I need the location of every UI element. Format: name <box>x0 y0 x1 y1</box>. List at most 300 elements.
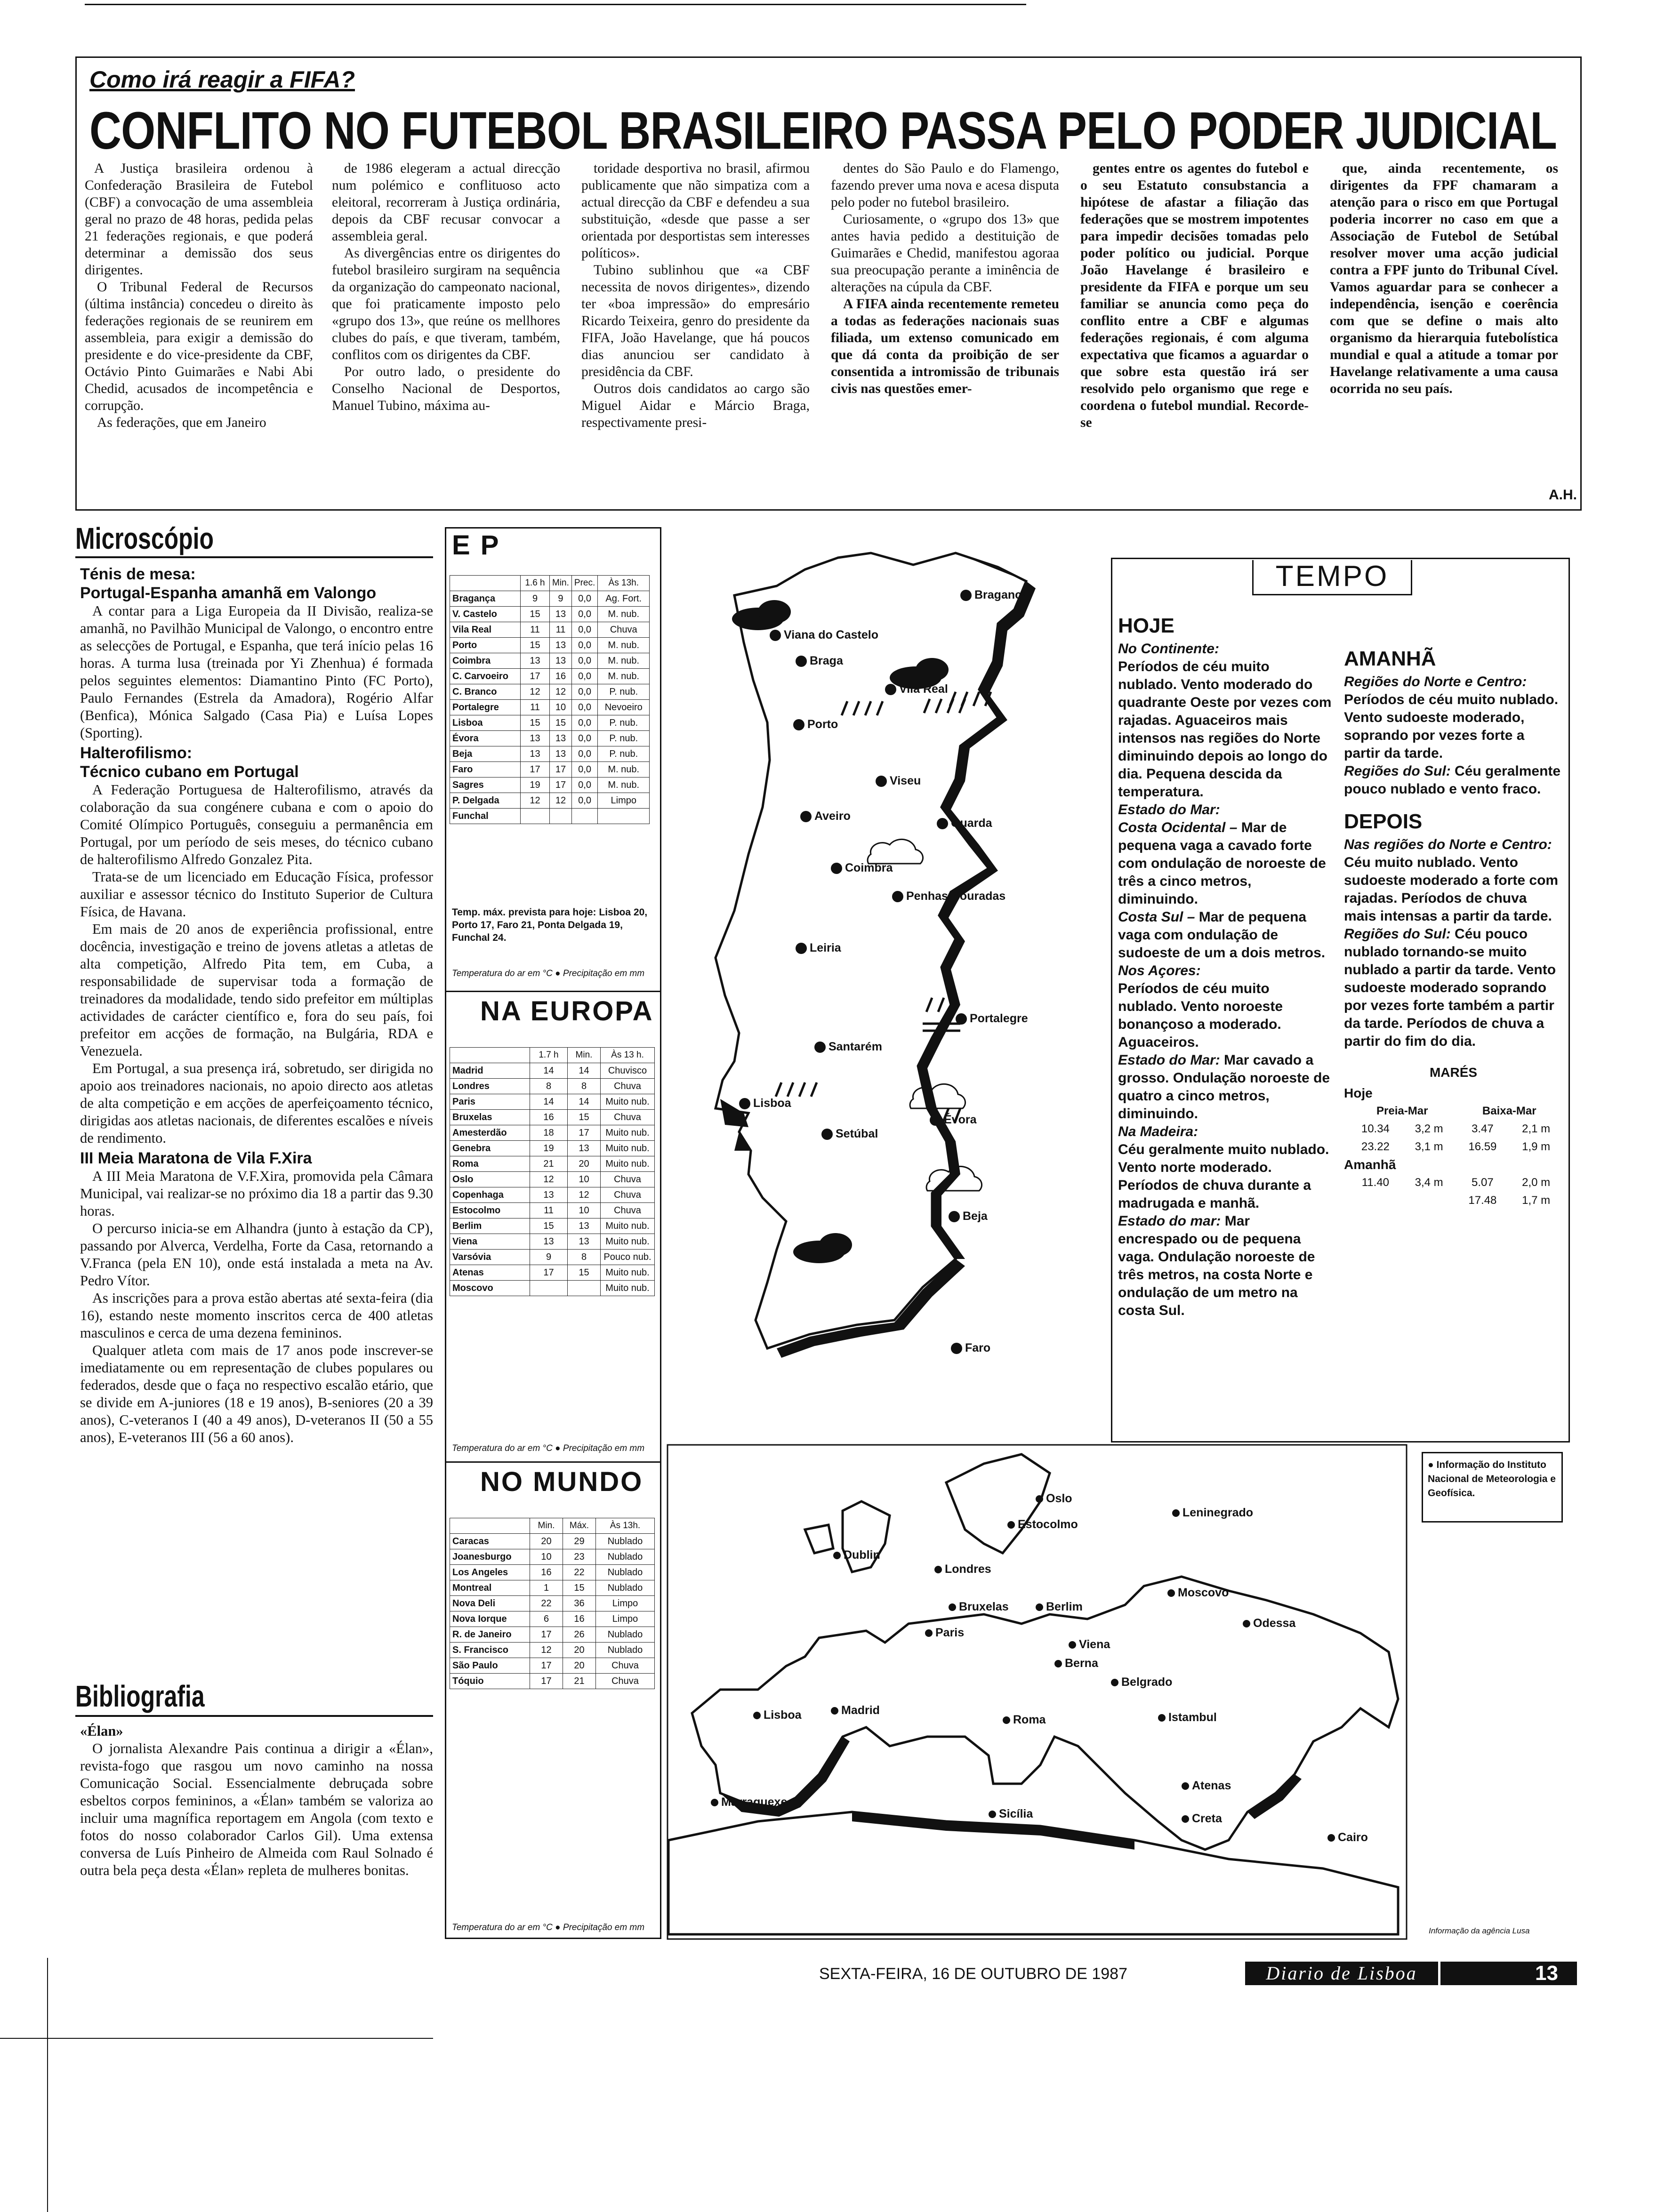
mundo-box-title: NO MUNDO <box>480 1467 643 1497</box>
portugal_box-row <box>450 669 650 684</box>
portugal_box-header-cell: Às 13h. <box>598 576 650 591</box>
mundo_box-cell: S. Francisco <box>450 1643 530 1658</box>
mares-cell <box>1402 1192 1456 1210</box>
portugal_box-cell: 0,0 <box>571 638 597 653</box>
s3-p1: A III Meia Maratona de V.F.Xira, promovida pela Câmara Municipal, vai realizar-se no próximo dia 18 a partir das 9.30 horas. <box>80 1168 433 1219</box>
europa_box-cell: Atenas <box>450 1265 530 1281</box>
europa_box-cell: 13 <box>530 1187 568 1203</box>
city-dot-icon <box>1167 1589 1175 1597</box>
mundo_box-cell: Tóquio <box>450 1674 530 1689</box>
europe-city-label: Bruxelas <box>959 1600 1009 1613</box>
europa-box-title: NA EUROPA <box>480 996 654 1026</box>
s2-p1: A Federação Portuguesa de Halterofilismo, através da colaboração da sua congénere cubana e com o apoio do Comité Olímpico Português, conseguiu a permanência em Portugal, por um período de seis meses, do técnico cubano de halterofilismo Alfredo Gonzalez Pita. <box>80 782 433 867</box>
portugal_box-cell <box>598 809 650 824</box>
portugal_box-cell: 11 <box>550 622 572 638</box>
europa_box-cell: 8 <box>568 1250 601 1265</box>
portugal_box-table <box>450 575 650 824</box>
bibliografia-rule <box>75 1715 433 1717</box>
portugal_box-cell: Sagres <box>450 777 521 793</box>
microscopio-body <box>80 565 433 1446</box>
city-dot-icon <box>937 818 948 829</box>
europa_box-cell: Muito nub. <box>601 1265 655 1281</box>
article-paragraph: O Tribunal Federal de Recursos (última instância) concedeu o direito às federações regionais de se reunirem em assembleia, para exigir a demissão do presidente e do vice-presidente da CBF, Octávio Pinto Guimarães e Nabi Abi Chedid, acusados de incompetência e corrupção. <box>85 280 313 413</box>
mundo_box-cell: 6 <box>530 1611 563 1627</box>
city-dot-icon <box>753 1712 761 1719</box>
portugal_box-cell: 0,0 <box>571 762 597 777</box>
europe-city-label: Marraquexe <box>721 1795 788 1809</box>
europe-city-label: Oslo <box>1046 1492 1072 1505</box>
map-city <box>821 1127 878 1141</box>
europa-note: Temperatura do ar em °C ● Precipitação em mm <box>452 1443 645 1453</box>
article-column <box>1080 160 1309 431</box>
city-dot-icon <box>1172 1509 1180 1517</box>
map-city-label: Coimbra <box>845 861 893 874</box>
mares-row <box>1349 1174 1563 1192</box>
mundo_box-cell: 22 <box>563 1565 596 1580</box>
portugal_box-cell: M. nub. <box>598 607 650 622</box>
portugal_box-cell: M. nub. <box>598 777 650 793</box>
mundo_box-row <box>450 1580 655 1596</box>
depois-heading: DEPOIS <box>1344 810 1423 833</box>
europa_box-cell: 14 <box>530 1063 568 1079</box>
article-paragraph: A FIFA ainda recentemente remeteu a todas as federações nacionais suas filiada, um extenso comunicado em que dá conta da proibição de ser consentida a intromissão de tribunais civis nas questões emer- <box>831 297 1059 396</box>
portugal_box-cell: 19 <box>521 777 550 793</box>
portugal_box-cell: Vila Real <box>450 622 521 638</box>
madeira-mar-label: Estado do mar: <box>1118 1213 1221 1229</box>
europa_box-cell <box>568 1281 601 1296</box>
portugal_box-header-cell: Prec. <box>571 576 597 591</box>
mundo_box-cell: Los Angeles <box>450 1565 530 1580</box>
europa_box-cell: 15 <box>568 1265 601 1281</box>
norte-centro-label: Regiões do Norte e Centro: <box>1344 674 1527 689</box>
europa_box-cell: 10 <box>568 1203 601 1218</box>
portugal_box-cell: Faro <box>450 762 521 777</box>
europa_box-cell: Chuva <box>601 1203 655 1218</box>
map-city-label: Lisboa <box>753 1097 791 1110</box>
portugal_box-cell: M. nub. <box>598 638 650 653</box>
portugal_box-cell: 0,0 <box>571 684 597 700</box>
mundo_box-header-cell: Min. <box>530 1518 563 1534</box>
portugal_box-cell: 0,0 <box>571 700 597 715</box>
portugal_box-cell <box>550 809 572 824</box>
acores-mar-text: Mar cavado a grosso. Ondulação noroeste de quatro a cinco metros, diminuindo. <box>1118 1052 1330 1122</box>
portugal_box-cell: P. nub. <box>598 746 650 762</box>
city-dot-icon <box>960 590 972 601</box>
europe-city-label: Moscovo <box>1178 1586 1229 1599</box>
tempo-col1 <box>1118 612 1332 1320</box>
continente-heading: No Continente: <box>1118 641 1219 657</box>
costa-oc-label: Costa Ocidental – <box>1118 820 1238 835</box>
portugal_box-cell: 12 <box>521 684 550 700</box>
europe-city-label: Cairo <box>1338 1831 1368 1844</box>
norte-centro-text: Períodos de céu muito nublado. Vento sudoeste moderado, soprando por vezes forte a partir da tarde. <box>1344 692 1559 761</box>
europa_box-cell: 14 <box>568 1063 601 1079</box>
europe-city-label: Odessa <box>1253 1617 1296 1630</box>
europa_box-cell: 16 <box>530 1110 568 1125</box>
europa_box-cell: 17 <box>568 1125 601 1141</box>
portugal_box-cell: 0,0 <box>571 746 597 762</box>
europe-map-city <box>989 1807 1033 1821</box>
mundo_box-cell: 20 <box>530 1534 563 1549</box>
europa_box-row <box>450 1187 655 1203</box>
portugal-note: Temperatura do ar em °C ● Precipitação em mm <box>452 969 645 978</box>
mundo_box-cell: 29 <box>563 1534 596 1549</box>
mundo_box-cell: Nublado <box>596 1627 655 1643</box>
s3-p4: Qualquer atleta com mais de 17 anos pode inscrever-se imediatamente ou em representação de clubes populares ou federados, desde que o faça no respectivo escalão etário, que se divide em A-juniores (18 e 19 anos), B-seniores (20 a 39 anos), C-veteranos I (40 a 49 anos), D-veteranos II (50 a 55 anos), E-veteranos III (56 a 60 anos). <box>80 1342 433 1445</box>
s3-p2: O percurso inicia-se em Alhandra (junto à estação da CP), passando por Alverca, Verdelha, Forte da Casa, retornando a V.Franca (pela EN 10), onde está instalada a meta na Av. Pedro Vítor. <box>80 1220 433 1289</box>
europa_box-row <box>450 1141 655 1156</box>
europa_box-cell: Pouco nub. <box>601 1250 655 1265</box>
europa_box-cell: 11 <box>530 1203 568 1218</box>
portugal_box-cell: 0,0 <box>571 607 597 622</box>
portugal_box-row <box>450 638 650 653</box>
article-headline: CONFLITO NO FUTEBOL BRASILEIRO PASSA PELO PODER JUDICIAL <box>89 101 1557 160</box>
europe-map-city <box>1069 1638 1110 1651</box>
europe-map-city <box>753 1708 802 1722</box>
portugal_box-cell: 12 <box>550 793 572 809</box>
europa_box-cell: Madrid <box>450 1063 530 1079</box>
city-dot-icon <box>951 1343 962 1354</box>
mundo_box-row <box>450 1627 655 1643</box>
europe-map-city <box>1172 1506 1253 1520</box>
portugal_box-cell: M. nub. <box>598 669 650 684</box>
mares-preia: Preia-Mar <box>1376 1105 1428 1117</box>
mares-cell: 10.34 <box>1361 1122 1390 1135</box>
portugal_box-cell: Limpo <box>598 793 650 809</box>
map-city-label: Faro <box>965 1341 991 1354</box>
ireland-outline <box>805 1525 833 1553</box>
costa-sul-text: Mar de pequena vaga com ondulação de sudoeste de um a dois metros. <box>1118 909 1326 961</box>
cloud-icon <box>819 1233 852 1257</box>
europa_box-cell: Muito nub. <box>601 1234 655 1250</box>
portugal_box-cell: 0,0 <box>571 777 597 793</box>
mares-cell: 3,1 m <box>1415 1140 1443 1153</box>
city-dot-icon <box>892 891 903 902</box>
portugal_box-row <box>450 746 650 762</box>
mares-cell: 2,1 m <box>1522 1122 1551 1135</box>
map-city-label: Aveiro <box>814 809 851 823</box>
cloud-icon <box>758 600 791 624</box>
portugal_box-row <box>450 715 650 731</box>
portugal_box-cell: 13 <box>550 746 572 762</box>
article-paragraph: Outros dois candidatos ao cargo são Miguel Aidar e Márcio Braga, respectivamente presi- <box>581 381 810 430</box>
mundo_box-row <box>450 1674 655 1689</box>
crop-mark-h <box>0 2038 433 2039</box>
europa_box-cell: Estocolmo <box>450 1203 530 1218</box>
mundo_box-table <box>450 1518 655 1689</box>
city-dot-icon <box>1036 1603 1043 1611</box>
map-city-label: Leiria <box>810 941 841 954</box>
portugal_box-cell: C. Carvoeiro <box>450 669 521 684</box>
europa_box-cell: 14 <box>530 1094 568 1110</box>
map-city-label: Bragança <box>974 588 1028 601</box>
europe-map-city <box>1243 1617 1295 1630</box>
bibliografia-body <box>80 1723 433 1879</box>
europe-map-city <box>711 1795 787 1809</box>
map-city <box>770 628 878 642</box>
europa_box-cell: 14 <box>568 1094 601 1110</box>
portugal_box-cell: 15 <box>521 715 550 731</box>
portugal_box-header-cell <box>450 576 521 591</box>
europa_box-row <box>450 1265 655 1281</box>
europa_box-cell: 19 <box>530 1141 568 1156</box>
europe-city-label: Belgrado <box>1121 1675 1173 1689</box>
europe-map-city <box>1158 1711 1217 1724</box>
madeira-heading: Na Madeira: <box>1118 1124 1199 1139</box>
map-city <box>793 718 838 731</box>
europe-city-label: Berlim <box>1046 1600 1083 1613</box>
europa_box-row <box>450 1281 655 1296</box>
mundo_box-cell: Nublado <box>596 1549 655 1565</box>
portugal_box-cell: 0,0 <box>571 622 597 638</box>
europa_box-header-cell <box>450 1048 530 1063</box>
europa_box-cell: Londres <box>450 1079 530 1094</box>
portugal-box-title: E P <box>452 530 500 561</box>
mares-headers <box>1349 1102 1563 1120</box>
article-paragraph: Por outro lado, o presidente do Conselho Nacional de Desportos, Manuel Tubino, máxima au- <box>332 364 560 413</box>
europa_box-row <box>450 1156 655 1172</box>
mundo_box-cell: 16 <box>530 1565 563 1580</box>
portugal_box-cell: 12 <box>550 684 572 700</box>
portugal_box-cell: P. nub. <box>598 731 650 746</box>
s2-p3: Em mais de 20 anos de experiência profissional, entre docência, investigação e treino de jovens atletas a atletas de alta competição, Alfredo Pita tem, em Cuba, a responsabilidade de supervisar toda a formação de treinadores da modalidade, tendo sido prefeitor em múltiplas actividades de carácter científico e, fora do seu país, foi prefeitor em acções de formação, na Bulgária, RDA e Venezuela. <box>80 921 433 1059</box>
europe-map-city <box>934 1563 991 1576</box>
hoje-heading: HOJE <box>1118 614 1174 637</box>
mundo_box-cell: Nublado <box>596 1643 655 1658</box>
city-dot-icon <box>989 1811 996 1818</box>
map-city <box>949 1210 988 1223</box>
europe-city-label: Madrid <box>841 1704 880 1717</box>
portugal_box-cell: Coimbra <box>450 653 521 669</box>
europa_box-cell: 8 <box>530 1079 568 1094</box>
portugal_box-cell: 0,0 <box>571 669 597 684</box>
map-city-label: Porto <box>807 718 838 731</box>
mares-row <box>1349 1138 1563 1156</box>
europa_box-cell: Chuvisco <box>601 1063 655 1079</box>
mundo_box-header-row <box>450 1518 655 1534</box>
s2-p2: Trata-se de um licenciado em Educação Física, professor auxiliar e assessor técnico do Instituto Superior de Cultura Física, de Havana. <box>80 869 433 920</box>
bibliografia-sub: «Élan» <box>80 1723 123 1739</box>
city-dot-icon <box>1007 1521 1015 1529</box>
europe-map-city <box>1036 1492 1072 1506</box>
mundo_box-cell: Nova Iorque <box>450 1611 530 1627</box>
article-column <box>85 160 313 431</box>
city-dot-icon <box>1054 1660 1062 1667</box>
europa_box-cell: 20 <box>568 1156 601 1172</box>
depois-nc-label: Nas regiões do Norte e Centro: <box>1344 837 1552 852</box>
portugal_box-cell: Évora <box>450 731 521 746</box>
article-paragraph: As divergências entre os dirigentes do futebol brasileiro surgiram na sequência da organização do campeonato nacional, que foi praticamente imposto pelo «grupo dos 13», que reúne os mellhores clubes do país, e que tiveram, também, conflitos com os dirigentes da CBF. <box>332 246 560 362</box>
mundo_box-row <box>450 1534 655 1549</box>
s3-title: III Meia Maratona de Vila F.Xira <box>80 1149 312 1167</box>
portugal-map <box>668 525 1111 1457</box>
europa_box-cell: Muito nub. <box>601 1141 655 1156</box>
map-city <box>892 890 1005 903</box>
europa_box-cell: Oslo <box>450 1172 530 1187</box>
mundo_box-cell: 20 <box>563 1658 596 1674</box>
portugal_box-row <box>450 591 650 607</box>
portugal_box-cell: M. nub. <box>598 762 650 777</box>
europa_box-cell: Varsóvia <box>450 1250 530 1265</box>
mares-row <box>1349 1192 1563 1210</box>
europa_box-cell: Viena <box>450 1234 530 1250</box>
mundo-table-wrap <box>450 1518 657 1689</box>
s1-title: Portugal-Espanha amanhã em Valongo <box>80 584 377 602</box>
s2-sport: Halterofilismo: <box>80 744 193 762</box>
europa_box-row <box>450 1094 655 1110</box>
portugal_box-cell: 17 <box>550 762 572 777</box>
mundo_box-cell: 17 <box>530 1658 563 1674</box>
europe-city-label: Lisboa <box>764 1708 802 1722</box>
mundo-rule <box>445 1461 661 1463</box>
europa_box-cell: 8 <box>568 1079 601 1094</box>
microscopio-rule <box>75 556 433 558</box>
europa_box-cell: Paris <box>450 1094 530 1110</box>
portugal-outline <box>716 553 1026 1348</box>
portugal_box-cell: 11 <box>521 622 550 638</box>
europe-map-credit: Informação da agência Lusa <box>1429 1926 1530 1935</box>
portugal_box-cell: Portalegre <box>450 700 521 715</box>
map-city-label: Viana do Castelo <box>784 628 878 641</box>
mundo_box-cell: 16 <box>563 1611 596 1627</box>
europa_box-cell: Muito nub. <box>601 1094 655 1110</box>
portugal_box-header-cell: 1.6 h <box>521 576 550 591</box>
map-city-label: Setúbal <box>836 1127 878 1140</box>
continente-text: Períodos de céu muito nublado. Vento moderado do quadrante Oeste por vezes com rajadas. Aguaceiros mais intensos nas regiões do Norte diminuindo depois ao longo do dia. Pequena descida da temperatura. <box>1118 659 1332 800</box>
map-city <box>960 588 1028 602</box>
portugal_box-cell <box>571 809 597 824</box>
mundo_box-cell: 20 <box>563 1643 596 1658</box>
europa_box-cell: Chuva <box>601 1110 655 1125</box>
city-dot-icon <box>1182 1815 1189 1823</box>
bibliografia-title: Bibliografia <box>75 1679 205 1713</box>
portugal_box-row <box>450 607 650 622</box>
portugal_box-cell: 9 <box>521 591 550 607</box>
mundo_box-cell: 17 <box>530 1674 563 1689</box>
masthead: Diario de Lisboa <box>1245 1962 1438 1985</box>
madeira-text: Céu geralmente muito nublado. Vento norte moderado. Períodos de chuva durante a madrugada e manhã. <box>1118 1142 1329 1211</box>
europe-city-label: Estocolmo <box>1018 1518 1078 1531</box>
europa_box-cell: 13 <box>568 1218 601 1234</box>
mundo_box-cell: 23 <box>563 1549 596 1565</box>
mundo_box-row <box>450 1549 655 1565</box>
europa_box-cell <box>530 1281 568 1296</box>
europe-map-city <box>1054 1657 1098 1670</box>
city-dot-icon <box>831 1707 838 1715</box>
article-paragraph: de 1986 elegeram a actual direcção num polémico e conflituoso acto eleitoral, recorreram à Justiça ordinária, depois da CBF recusar convocar a assembleia geral. <box>332 161 560 244</box>
portugal_box-row <box>450 777 650 793</box>
mundo_box-cell: 36 <box>563 1596 596 1611</box>
europa_box-row <box>450 1234 655 1250</box>
mares-hoje-rows <box>1344 1120 1563 1156</box>
top-rule <box>85 4 1026 5</box>
city-dot-icon <box>1069 1641 1076 1649</box>
europe-city-label: Viena <box>1079 1638 1110 1651</box>
city-dot-icon <box>821 1129 833 1140</box>
mares-hoje: Hoje <box>1344 1086 1373 1100</box>
europa_box-cell: Bruxelas <box>450 1110 530 1125</box>
europa_box-cell: 10 <box>568 1172 601 1187</box>
europe-map-city <box>831 1704 880 1717</box>
article-paragraph: gentes entre os agentes do futebol e o seu Estatuto consubstancia a hipótese de afastar a filiação das federações que se mostrem impotentes para impedir decisões tomadas pelo poder político ou judicial. Porque João Havelange é brasileiro e presidente da FIFA e porque um seu familiar se anuncia como peça do conflito entre a CBF e algumas federações regionais, é com alguma expectativa que ficamos a aguardar o que sobre esta questão irá ser resolvido pelo organismo que rege e coordena o futebol mundial. Recorde-se <box>1080 161 1309 430</box>
europe-map-city <box>1111 1675 1172 1689</box>
europa_box-row <box>450 1218 655 1234</box>
map-city-label: Évora <box>944 1113 977 1126</box>
acores-mar-label: Estado do Mar: <box>1118 1052 1220 1068</box>
mundo_box-cell: Chuva <box>596 1674 655 1689</box>
portugal_box-cell: Beja <box>450 746 521 762</box>
mundo_box-row <box>450 1596 655 1611</box>
europa_box-cell: 15 <box>530 1218 568 1234</box>
mundo_box-row <box>450 1643 655 1658</box>
portugal_box-cell: 17 <box>521 669 550 684</box>
mundo_box-cell: Nublado <box>596 1565 655 1580</box>
map-city-label: Santarém <box>828 1040 882 1053</box>
meteo-credit: ● Informação do Instituto Nacional de Meteorologia e Geofísica. <box>1422 1452 1563 1523</box>
city-dot-icon <box>949 1211 960 1222</box>
mundo-note: Temperatura do ar em °C ● Precipitação em mm <box>452 1923 645 1932</box>
portugal_box-row <box>450 653 650 669</box>
europa_box-row <box>450 1172 655 1187</box>
portugal_box-cell: Porto <box>450 638 521 653</box>
europa_box-cell: Chuva <box>601 1079 655 1094</box>
city-dot-icon <box>1243 1620 1250 1627</box>
acores-heading: Nos Açores: <box>1118 963 1201 978</box>
portugal_box-cell: Ag. Fort. <box>598 591 650 607</box>
map-city <box>796 941 841 955</box>
portugal_box-cell: 15 <box>521 607 550 622</box>
mares-cell: 3,4 m <box>1415 1176 1443 1189</box>
portugal_box-row <box>450 684 650 700</box>
mares-amanha-rows <box>1344 1174 1563 1210</box>
mundo_box-cell: Caracas <box>450 1534 530 1549</box>
city-dot-icon <box>831 863 842 874</box>
map-city <box>876 774 921 788</box>
mundo_box-cell: 1 <box>530 1580 563 1596</box>
city-dot-icon <box>796 943 807 954</box>
mares-cell: 3.47 <box>1472 1122 1494 1135</box>
map-city <box>930 1113 976 1127</box>
europe-map-city <box>1036 1600 1083 1614</box>
mundo_box-cell: Nublado <box>596 1534 655 1549</box>
mares-cell: 3,2 m <box>1415 1122 1443 1135</box>
europa_box-row <box>450 1079 655 1094</box>
mundo_box-cell: Joanesburgo <box>450 1549 530 1565</box>
city-dot-icon <box>739 1098 750 1109</box>
map-city-label: Beja <box>963 1210 988 1223</box>
portugal_box-cell: P. nub. <box>598 684 650 700</box>
portugal_box-row <box>450 622 650 638</box>
europa_box-cell: Genebra <box>450 1141 530 1156</box>
portugal_box-cell: 15 <box>550 715 572 731</box>
europe-city-label: Atenas <box>1192 1779 1231 1792</box>
portugal_box-cell <box>521 809 550 824</box>
city-dot-icon <box>934 1566 942 1573</box>
mares-cell: 5.07 <box>1472 1176 1494 1189</box>
city-dot-icon <box>796 656 807 667</box>
mundo_box-cell: 22 <box>530 1596 563 1611</box>
article-paragraph: Curiosamente, o «grupo dos 13» que antes havia pedido a destituição de Guimarães e Chedid, manifestou agoraa sua preocupação perante a iminência de alterações na cúpula da CBF. <box>831 212 1059 295</box>
europe-city-label: Leninegrado <box>1182 1506 1254 1519</box>
s1-sport: Ténis de mesa: <box>80 565 196 583</box>
mundo_box-cell: Montreal <box>450 1580 530 1596</box>
portugal-forecast: Temp. máx. prevista para hoje: Lisboa 20, Porto 17, Faro 21, Ponta Delgada 19, Funchal 24. <box>452 907 648 943</box>
europe-map-city <box>1182 1779 1231 1793</box>
europe-city-label: Londres <box>945 1563 991 1576</box>
mundo_box-header-cell: Às 13h. <box>596 1518 655 1534</box>
europa_box-header-row <box>450 1048 655 1063</box>
article-column <box>332 160 560 414</box>
